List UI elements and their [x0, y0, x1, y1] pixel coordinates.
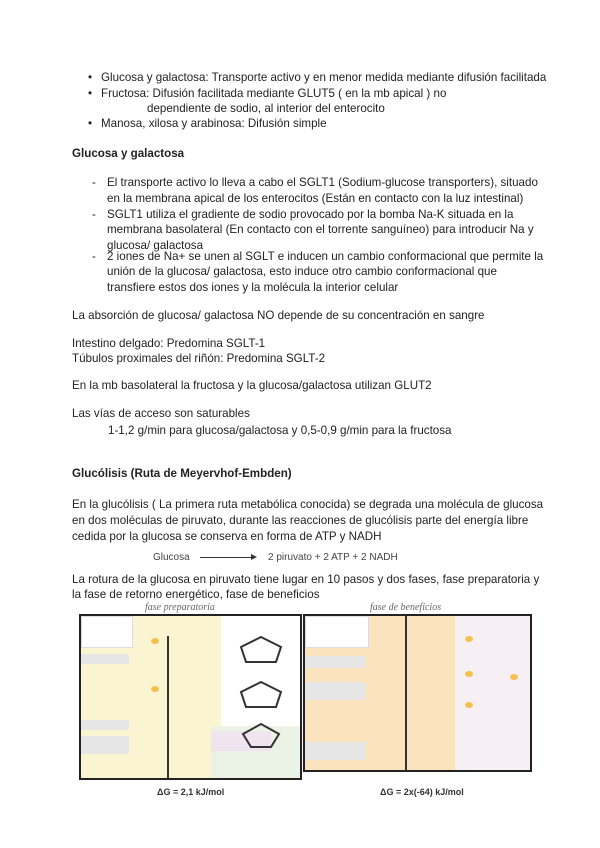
- bullet-dot: •: [88, 117, 93, 130]
- paragraph-line: La rotura de la glucosa en piruvato tiene lugar en 10 pasos y dos fases, fase preparatoria y: [72, 573, 540, 586]
- paragraph-line: cedida por la glucosa se conserva en forma de ATP y NADH: [72, 530, 382, 543]
- bullet-item-continued: dependiente de sodio, al interior del enterocito: [147, 102, 385, 115]
- bullet-item: Fructosa: Difusión facilitada mediante GLUT5 ( en la mb apical ) no: [101, 87, 447, 100]
- glycolysis-preparatory-diagram: [79, 614, 302, 780]
- figure-title-left: fase preparatoria: [145, 602, 215, 613]
- glycolysis-payoff-diagram: [303, 614, 532, 772]
- dash-line: 2 iones de Na+ se unen al SGLT e inducen un cambio conformacional que permite la: [107, 250, 544, 263]
- dash-line: transfiere estos dos iones y la molécula la interior celular: [107, 281, 399, 294]
- bullet-dot: •: [88, 71, 93, 84]
- dash-marker: -: [92, 208, 96, 221]
- bullet-item: Glucosa y galactosa: Transporte activo y en menor medida mediante difusión facilitada: [101, 71, 547, 84]
- figure-title-right: fase de beneficios: [370, 602, 442, 613]
- paragraph-line: la fase de retorno energético, fase de beneficios: [72, 588, 320, 601]
- dash-marker: -: [92, 176, 96, 189]
- section-heading: Glucólisis (Ruta de Meyervhof-Embden): [72, 467, 292, 480]
- delta-g-preparatory: ΔG = 2,1 kJ/mol: [157, 787, 225, 797]
- paragraph: Intestino delgado: Predomina SGLT-1: [72, 337, 266, 350]
- arrowhead-icon: [251, 554, 257, 560]
- paragraph-line: en dos moléculas de piruvato, durante las reacciones de glucólisis parte del energía libre: [72, 514, 529, 527]
- dash-marker: -: [92, 250, 96, 263]
- sugar-structures-icon: [231, 622, 291, 767]
- dash-line: en la membrana apical de los enterocitos (Están en contacto con la luz intestinal): [107, 192, 524, 205]
- equation-products: 2 piruvato + 2 ATP + 2 NADH: [268, 552, 398, 563]
- delta-g-payoff: ΔG = 2x(-64) kJ/mol: [380, 787, 464, 797]
- bullet-dot: •: [88, 87, 93, 100]
- paragraph: La absorción de glucosa/ galactosa NO depende de su concentración en sangre: [72, 309, 485, 322]
- dash-line: SGLT1 utiliza el gradiente de sodio provocado por la bomba Na-K situada en la: [107, 208, 514, 221]
- section-heading: Glucosa y galactosa: [72, 147, 185, 160]
- dash-line: membrana basolateral (En contacto con el torrente sanguíneo) para introducir Na y: [107, 223, 534, 236]
- paragraph: Las vías de acceso son saturables: [72, 407, 250, 420]
- paragraph-indented: 1-1,2 g/min para glucosa/galactosa y 0,5-0,9 g/min para la fructosa: [108, 424, 452, 437]
- arrow-icon: [200, 557, 252, 558]
- bullet-item: Manosa, xilosa y arabinosa: Difusión simple: [101, 117, 327, 130]
- dash-line: glucosa/ galactosa: [107, 239, 204, 252]
- dash-line: unión de la glucosa/ galactosa, esto induce otro cambio conformacional que: [107, 265, 497, 278]
- paragraph-line: En la glucólisis ( La primera ruta metabólica conocida) se degrada una molécula de glucosa: [72, 498, 544, 511]
- paragraph: Túbulos proximales del riñón: Predomina SGLT-2: [72, 352, 326, 365]
- dash-line: El transporte activo lo lleva a cabo el SGLT1 (Sodium-glucose transporters), situado: [107, 176, 538, 189]
- equation-reactant: Glucosa: [153, 552, 190, 563]
- paragraph: En la mb basolateral la fructosa y la glucosa/galactosa utilizan GLUT2: [72, 379, 432, 392]
